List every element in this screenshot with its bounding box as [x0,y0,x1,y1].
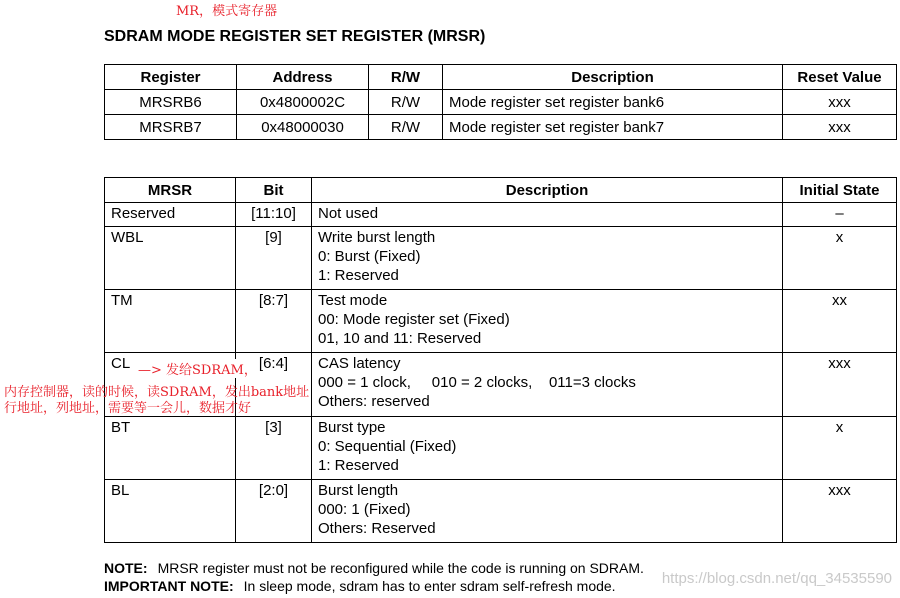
cell-initial-state: xxx [783,480,897,543]
cell-rw: R/W [369,90,443,115]
header-register: Register [105,65,237,90]
note-label: NOTE: [104,560,148,576]
cell-description: Test mode 00: Mode register set (Fixed) 01, 10 and 11: Reserved [312,290,783,353]
table-row [105,480,897,543]
page-title: SDRAM MODE REGISTER SET REGISTER (MRSR) [104,28,486,45]
annotation-cl-line2: 内存控制器，读的时候，读SDRAM，发出bank地址 [4,385,310,400]
cell-reset: xxx [783,90,897,115]
header-mrsr: MRSR [105,178,236,203]
register-address-table [104,64,897,140]
header-address: Address [237,65,369,90]
cell-reset: xxx [783,115,897,140]
header-description: Description [443,65,783,90]
table-header-row [105,65,897,90]
header-description: Description [312,178,783,203]
cell-field-name: Reserved [105,203,236,227]
important-note-label: IMPORTANT NOTE: [104,578,234,594]
cell-description: Not used [312,203,783,227]
annotation-cl-arrow: —> 发给SDRAM， [138,359,257,378]
table-row [105,290,897,353]
table-row [105,90,897,115]
cell-description: Burst type 0: Sequential (Fixed) 1: Reserved [312,417,783,480]
cell-initial-state: – [783,203,897,227]
cell-field-name: TM [105,290,236,353]
cell-initial-state: x [783,227,897,290]
cell-register: MRSRB6 [105,90,237,115]
table-row [105,203,897,227]
table-row [105,115,897,140]
annotation-mr: MR，模式寄存器 [176,4,278,19]
cell-rw: R/W [369,115,443,140]
header-rw: R/W [369,65,443,90]
note [104,560,644,576]
cell-address: 0x48000030 [237,115,369,140]
cell-field-name: BL [105,480,236,543]
cell-bit: [3] [236,417,312,480]
cell-bit: [11:10] [236,203,312,227]
cell-initial-state: x [783,417,897,480]
header-bit: Bit [236,178,312,203]
important-note [104,578,616,594]
cell-initial-state: xx [783,290,897,353]
cell-description: Mode register set register bank6 [443,90,783,115]
watermark: https://blog.csdn.net/qq_34535590 [661,570,892,587]
cell-description: Mode register set register bank7 [443,115,783,140]
table-row [105,227,897,290]
cell-field-name: BT [105,417,236,480]
header-reset-value: Reset Value [783,65,897,90]
cell-field-name: CL [105,353,236,417]
cell-initial-state: xxx [783,353,897,417]
note-text: MRSR register must not be reconfigured while the code is running on SDRAM. [157,560,644,576]
table-header-row [105,178,897,203]
annotation-cl-line3: 行地址，列地址，需要等一会儿，数据才好 [4,401,252,416]
cell-description: Write burst length 0: Burst (Fixed) 1: Reserved [312,227,783,290]
cell-description: Burst length 000: 1 (Fixed) Others: Reserved [312,480,783,543]
header-initial-state: Initial State [783,178,897,203]
important-note-text: In sleep mode, sdram has to enter sdram self-refresh mode. [243,578,616,594]
cell-address: 0x4800002C [237,90,369,115]
cell-bit: [2:0] [236,480,312,543]
cell-bit: [8:7] [236,290,312,353]
cell-field-name: WBL [105,227,236,290]
cell-description: CAS latency 000 = 1 clock, 010 = 2 clocks, 011=3 clocks Others: reserved [312,353,783,417]
cell-bit: [6:4] [236,353,312,417]
cell-register: MRSRB7 [105,115,237,140]
cell-bit: [9] [236,227,312,290]
table-row [105,417,897,480]
